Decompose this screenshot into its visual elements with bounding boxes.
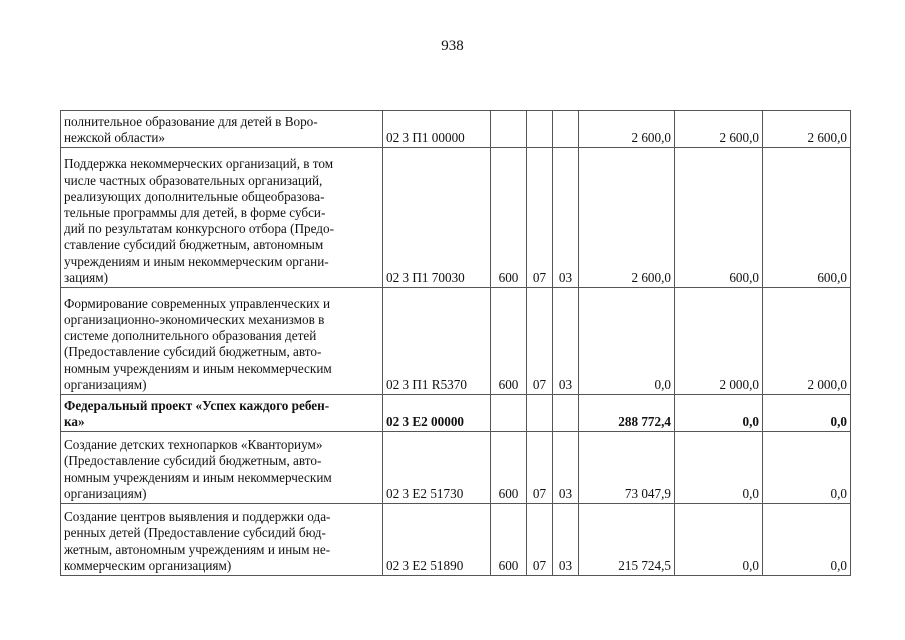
table-row [61, 288, 851, 395]
row-code: 02 3 П1 R5370 [383, 288, 491, 395]
row-value-1: 2 600,0 [579, 111, 675, 148]
row-description: Федеральный проект «Успех каждого ребен- ка» [61, 395, 383, 432]
row-value-2: 0,0 [675, 395, 763, 432]
row-pr: 03 [553, 148, 579, 288]
row-vr [491, 111, 527, 148]
row-value-3: 0,0 [763, 395, 851, 432]
table-row [61, 504, 851, 576]
row-description: Создание центров выявления и поддержки ода- ренных детей (Предоставление субсидий бюд- жетным, автономным учреждениям и иным не- коммерческим организациям) [61, 504, 383, 576]
row-value-3: 0,0 [763, 504, 851, 576]
row-value-1: 73 047,9 [579, 432, 675, 504]
row-vr: 600 [491, 288, 527, 395]
budget-table [60, 110, 851, 576]
row-rz: 07 [527, 504, 553, 576]
row-value-3: 2 600,0 [763, 111, 851, 148]
page-number: 938 [441, 38, 464, 54]
row-code: 02 3 П1 70030 [383, 148, 491, 288]
row-value-1: 2 600,0 [579, 148, 675, 288]
row-description: полнительное образование для детей в Воро- нежской области» [61, 111, 383, 148]
row-code: 02 3 П1 00000 [383, 111, 491, 148]
row-code: 02 3 E2 00000 [383, 395, 491, 432]
row-value-1: 215 724,5 [579, 504, 675, 576]
table-row [61, 432, 851, 504]
row-value-2: 0,0 [675, 504, 763, 576]
row-description: Создание детских технопарков «Кванториум» (Предоставление субсидий бюджетным, авто- номным учреждениям и иным некоммерческим организациям) [61, 432, 383, 504]
row-value-1: 288 772,4 [579, 395, 675, 432]
row-description: Поддержка некоммерческих организаций, в том числе частных образовательных организаций, реализующих дополнительные общеобразова- тельные программы для детей, в форме субси- дий по результатам конкурсного отбора (Предо- ставление субсидий бюджетным, автономным учреждениям и иным некоммерческим органи- зациям) [61, 148, 383, 288]
row-vr: 600 [491, 432, 527, 504]
row-rz [527, 111, 553, 148]
row-vr [491, 395, 527, 432]
row-pr: 03 [553, 432, 579, 504]
row-description: Формирование современных управленческих и организационно-экономических механизмов в системе дополнительного образования детей (Предоставление субсидий бюджетным, авто- номным учреждениям и иным некоммерческим организациям) [61, 288, 383, 395]
row-pr [553, 395, 579, 432]
table-row [61, 111, 851, 148]
row-code: 02 3 E2 51890 [383, 504, 491, 576]
row-value-2: 2 600,0 [675, 111, 763, 148]
row-value-2: 600,0 [675, 148, 763, 288]
table-row [61, 395, 851, 432]
row-value-3: 0,0 [763, 432, 851, 504]
row-code: 02 3 E2 51730 [383, 432, 491, 504]
row-vr: 600 [491, 148, 527, 288]
table-row [61, 148, 851, 288]
row-pr: 03 [553, 288, 579, 395]
row-rz [527, 395, 553, 432]
row-value-1: 0,0 [579, 288, 675, 395]
row-value-3: 600,0 [763, 148, 851, 288]
row-value-2: 2 000,0 [675, 288, 763, 395]
row-rz: 07 [527, 148, 553, 288]
row-rz: 07 [527, 432, 553, 504]
row-pr: 03 [553, 504, 579, 576]
row-value-3: 2 000,0 [763, 288, 851, 395]
row-vr: 600 [491, 504, 527, 576]
row-value-2: 0,0 [675, 432, 763, 504]
row-rz: 07 [527, 288, 553, 395]
row-pr [553, 111, 579, 148]
